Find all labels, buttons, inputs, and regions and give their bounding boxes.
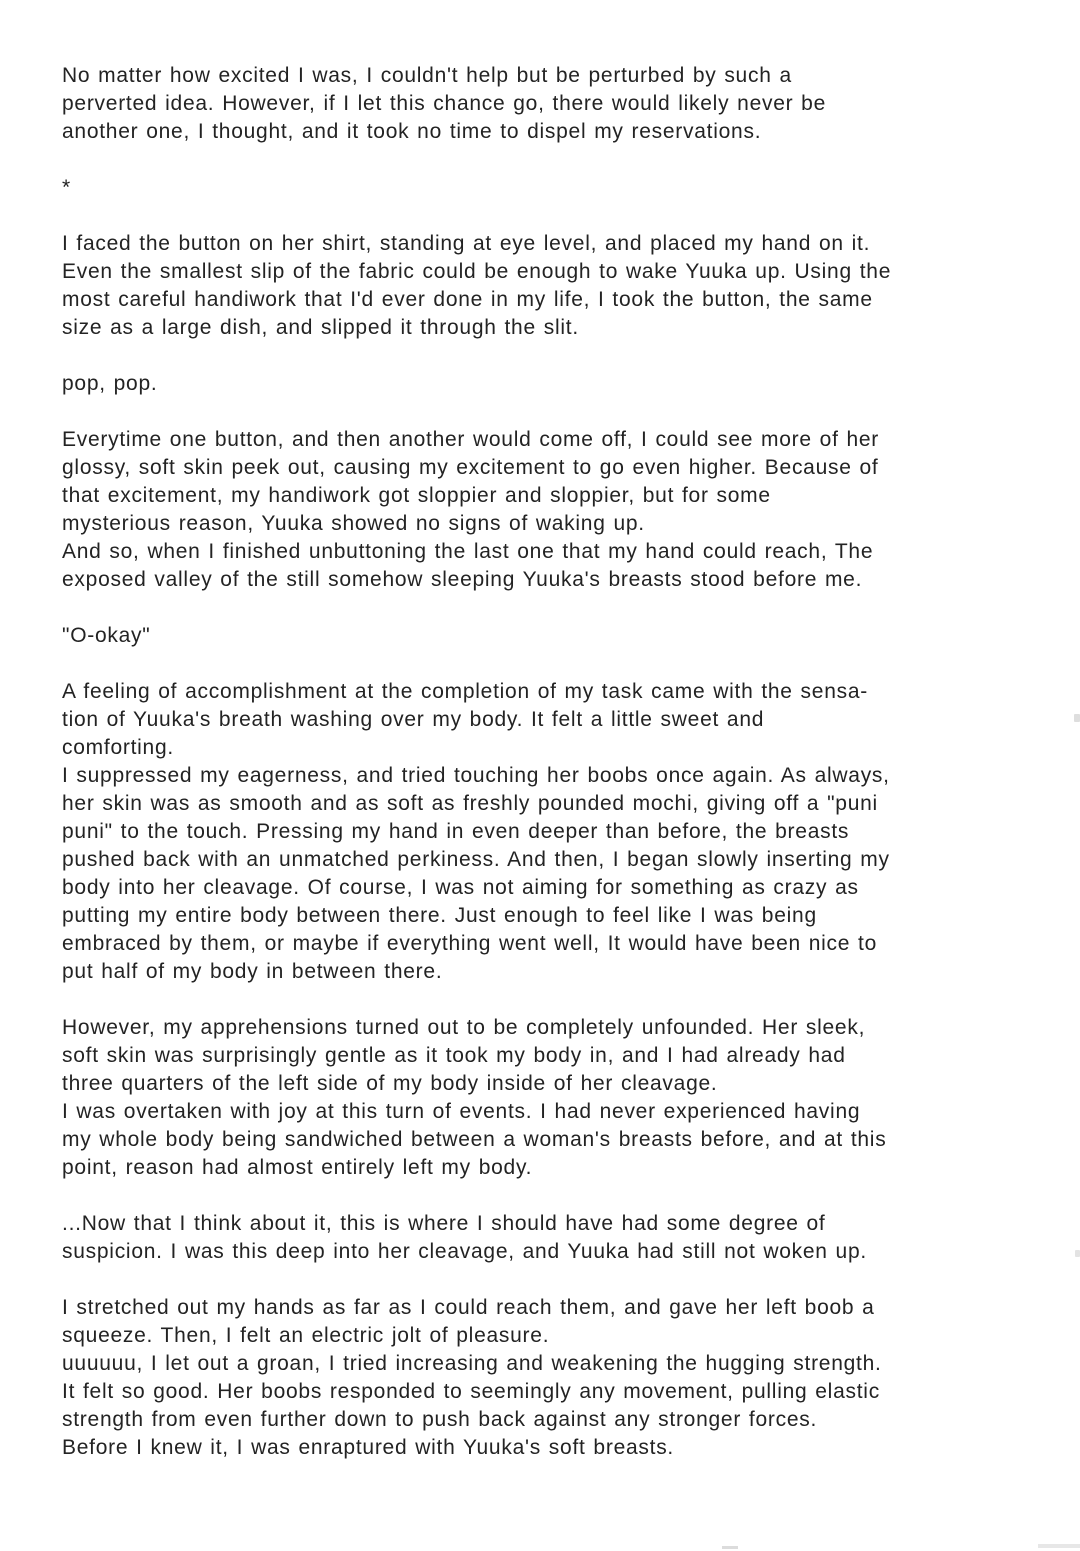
text-line: Even the smallest slip of the fabric could be enough to wake Yuuka up. Using the xyxy=(62,260,892,283)
text-line: Before I knew it, I was enraptured with Yuuka's soft breasts. xyxy=(62,1436,675,1459)
text-line: size as a large dish, and slipped it through the slit. xyxy=(62,316,579,339)
text-line: pop, pop. xyxy=(62,372,158,395)
text-line: put half of my body in between there. xyxy=(62,960,443,983)
text-line: I faced the button on her shirt, standing at eye level, and placed my hand on it. xyxy=(62,232,871,255)
story-text xyxy=(62,62,1034,1462)
text-line: soft skin was surprisingly gentle as it took my body in, and I had already had xyxy=(62,1044,846,1067)
scan-artifact xyxy=(1038,1544,1080,1548)
text-line: I stretched out my hands as far as I could reach them, and gave her left boob a xyxy=(62,1296,875,1319)
text-line: another one, I thought, and it took no time to dispel my reservations. xyxy=(62,120,762,143)
text-line: strength from even further down to push back against any stronger forces. xyxy=(62,1408,818,1431)
text-line: puni" to the touch. Pressing my hand in even deeper than before, the breasts xyxy=(62,820,850,843)
text-line: three quarters of the left side of my body inside of her cleavage. xyxy=(62,1072,718,1095)
text-line: putting my entire body between there. Just enough to feel like I was being xyxy=(62,904,817,927)
paragraph xyxy=(62,678,1034,986)
text-line: that excitement, my handiwork got sloppier and sloppier, but for some xyxy=(62,484,771,507)
text-line: glossy, soft skin peek out, causing my excitement to go even higher. Because of xyxy=(62,456,879,479)
text-line: And so, when I finished unbuttoning the last one that my hand could reach, The xyxy=(62,540,874,563)
text-line: * xyxy=(62,176,71,199)
text-line: mysterious reason, Yuuka showed no signs of waking up. xyxy=(62,512,645,535)
paragraph xyxy=(62,62,1034,146)
text-line: her skin was as smooth and as soft as freshly pounded mochi, giving off a "puni xyxy=(62,792,878,815)
text-line: No matter how excited I was, I couldn't help but be perturbed by such a xyxy=(62,64,792,87)
scan-artifact xyxy=(722,1546,738,1549)
text-line: It felt so good. Her boobs responded to seemingly any movement, pulling elastic xyxy=(62,1380,880,1403)
text-line: perverted idea. However, if I let this chance go, there would likely never be xyxy=(62,92,827,115)
text-line: uuuuuu, I let out a groan, I tried increasing and weakening the hugging strength. xyxy=(62,1352,882,1375)
text-line: pushed back with an unmatched perkiness. And then, I began slowly inserting my xyxy=(62,848,890,871)
scan-artifact xyxy=(1074,714,1080,722)
scan-artifact xyxy=(1075,1250,1080,1257)
text-line: A feeling of accomplishment at the completion of my task came with the sensa- xyxy=(62,680,868,703)
text-line: body into her cleavage. Of course, I was not aiming for something as crazy as xyxy=(62,876,859,899)
paragraph xyxy=(62,622,1034,650)
text-line: exposed valley of the still somehow sleeping Yuuka's breasts stood before me. xyxy=(62,568,863,591)
paragraph xyxy=(62,1294,1034,1462)
text-line: "O-okay" xyxy=(62,624,151,647)
text-line: squeeze. Then, I felt an electric jolt of pleasure. xyxy=(62,1324,550,1347)
paragraph xyxy=(62,174,1034,202)
text-line: Everytime one button, and then another would come off, I could see more of her xyxy=(62,428,880,451)
paragraph xyxy=(62,370,1034,398)
paragraph xyxy=(62,230,1034,342)
text-line: I suppressed my eagerness, and tried touching her boobs once again. As always, xyxy=(62,764,890,787)
text-line: comforting. xyxy=(62,736,174,759)
text-line: tion of Yuuka's breath washing over my body. It felt a little sweet and xyxy=(62,708,765,731)
paragraph xyxy=(62,1210,1034,1266)
text-line: embraced by them, or maybe if everything went well, It would have been nice to xyxy=(62,932,878,955)
text-line: I was overtaken with joy at this turn of events. I had never experienced having xyxy=(62,1100,861,1123)
text-line: most careful handiwork that I'd ever done in my life, I took the button, the same xyxy=(62,288,873,311)
text-line: point, reason had almost entirely left my body. xyxy=(62,1156,533,1179)
paragraph xyxy=(62,1014,1034,1182)
text-line: suspicion. I was this deep into her cleavage, and Yuuka had still not woken up. xyxy=(62,1240,867,1263)
text-line: ...Now that I think about it, this is where I should have had some degree of xyxy=(62,1212,826,1235)
text-line: my whole body being sandwiched between a woman's breasts before, and at this xyxy=(62,1128,887,1151)
paragraph xyxy=(62,426,1034,594)
text-line: However, my apprehensions turned out to be completely unfounded. Her sleek, xyxy=(62,1016,866,1039)
